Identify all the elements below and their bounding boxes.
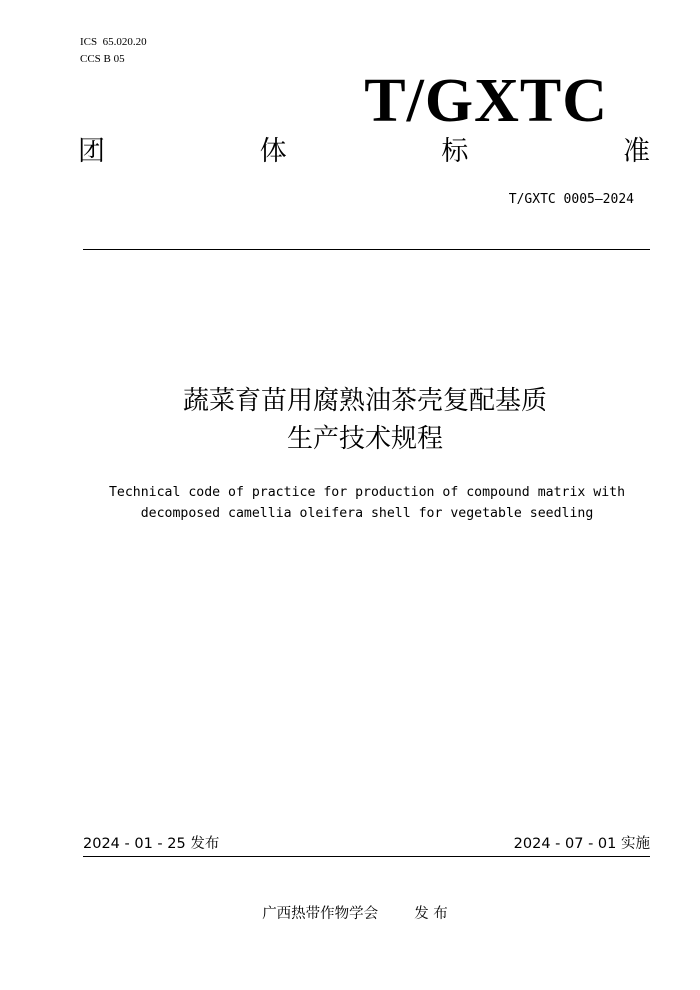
publisher-action: 发 布 [414,906,448,922]
ics-code: ICS 65.020.20 [80,36,147,48]
classification-codes [80,34,147,68]
standard-type-heading [78,135,650,169]
standard-code: T/GXTC 0005—2024 [508,192,634,207]
publisher-line [0,904,700,924]
ccs-code: CCS B 05 [80,53,125,65]
bottom-divider [83,856,650,857]
standard-type-char: 团 [78,136,105,167]
publisher-name: 广西热带作物学会 [262,906,379,922]
title-zh-line2: 生产技术规程 [286,424,443,454]
standard-type-char: 准 [622,136,650,167]
standard-type-char: 体 [259,136,287,167]
release-date: 2024 - 01 - 25 发布 [83,836,220,852]
implement-date: 2024 - 07 - 01 实施 [513,836,650,852]
standard-brand-logo: T/GXTC [364,67,608,135]
title-zh-line1: 蔬菜育苗用腐熟油茶壳复配基质 [182,386,547,416]
top-divider [83,249,650,250]
standard-type-char: 标 [441,136,469,167]
title-en-line1: Technical code of practice for production of compound matrix with [108,485,626,500]
title-en-line2: decomposed camellia oleifera shell for vegetable seedling [140,506,594,521]
